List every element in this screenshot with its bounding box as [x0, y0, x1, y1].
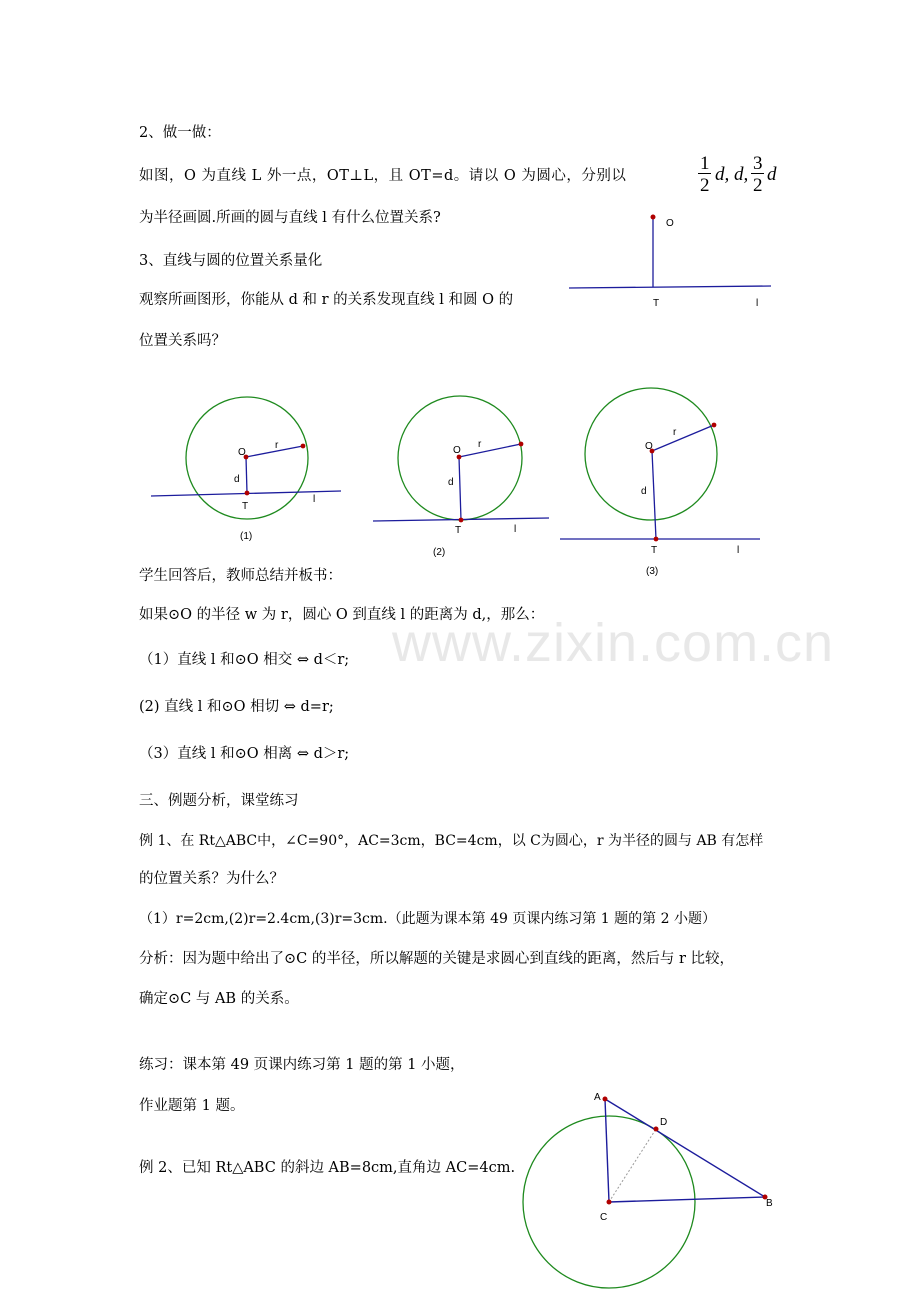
analysis-line-2: 确定⊙C 与 AB 的关系。 — [139, 991, 299, 1007]
label-d: d — [641, 486, 647, 497]
label-o: O — [645, 441, 653, 452]
point-c — [607, 1200, 612, 1205]
point-r — [301, 444, 306, 449]
point-r — [712, 423, 717, 428]
relation-intersect: （1）直线 l 和⊙O 相交 ⇔ d＜r; — [139, 652, 350, 668]
intro-line-1: 如图，O 为直线 L 外一点，OT⊥L，且 OT=d。请以 O 为圆心，分别以 — [139, 168, 627, 184]
point-a — [603, 1097, 608, 1102]
circle-figure-1 — [140, 395, 360, 550]
example1-line-3: （1）r=2cm,(2)r=2.4cm,(3)r=3cm.（此题为课本第 49 页课内练习第 1 题的第 2 小题） — [139, 911, 716, 927]
label-r: r — [673, 427, 677, 438]
label-o: O — [666, 218, 674, 229]
point-r — [519, 442, 524, 447]
heading-examples: 三、例题分析，课堂练习 — [139, 793, 299, 809]
label-d: d — [234, 474, 240, 485]
point-t — [245, 491, 250, 496]
label-b: B — [766, 1198, 773, 1209]
frac-bar-1 — [698, 173, 711, 174]
example2-line: 例 2、已知 Rt△ABC 的斜边 AB=8cm,直角边 AC=4cm. — [139, 1160, 516, 1176]
label-l: l — [756, 298, 759, 309]
practice-line-2: 作业题第 1 题。 — [139, 1098, 245, 1114]
label-t: T — [651, 545, 658, 556]
point-t — [654, 537, 659, 542]
label-l: l — [514, 524, 517, 535]
label-r: r — [478, 439, 482, 450]
label-d: D — [660, 1117, 668, 1128]
label-o: O — [453, 445, 461, 456]
label-l: l — [737, 545, 740, 556]
caption: (3) — [646, 566, 659, 577]
segment-ac — [605, 1099, 609, 1202]
label-d: d — [448, 477, 454, 488]
label-t: T — [455, 525, 462, 536]
perpendicular-figure — [560, 205, 780, 315]
caption: (1) — [240, 531, 253, 542]
label-c: C — [600, 1212, 608, 1223]
intro-line-2: 为半径画圆.所画的圆与直线 l 有什么位置关系? — [139, 210, 441, 226]
heading-quantify: 3、直线与圆的位置关系量化 — [139, 253, 323, 269]
circle-o — [585, 388, 717, 520]
circle-figure-2 — [365, 390, 565, 560]
point-t — [459, 518, 464, 523]
distance-d — [652, 451, 656, 539]
triangle-figure — [515, 1085, 790, 1302]
relation-tangent: (2) 直线 l 和⊙O 相切 ⇔ d=r; — [139, 699, 334, 715]
observe-line-1: 观察所画图形，你能从 d 和 r 的关系发现直线 l 和圆 O 的 — [139, 292, 514, 308]
frac-tail-a: d, d, — [715, 164, 749, 185]
summary-line: 学生回答后，教师总结并板书： — [139, 568, 342, 584]
relation-separate: （3）直线 l 和⊙O 相离 ⇔ d＞r; — [139, 746, 350, 762]
frac-tail-b: d — [767, 164, 777, 185]
label-r: r — [275, 440, 279, 451]
frac-denominator-1: 2 — [700, 175, 710, 196]
distance-d — [459, 457, 461, 520]
caption: (2) — [433, 547, 446, 558]
label-l: l — [313, 494, 316, 505]
segment-cd — [609, 1129, 656, 1202]
segment-cb — [609, 1197, 765, 1202]
if-line: 如果⊙O 的半径 w 为 r，圆心 O 到直线 l 的距离为 d,，那么： — [139, 607, 545, 623]
point-d — [654, 1127, 659, 1132]
frac-denominator-2: 2 — [753, 175, 763, 196]
practice-line-1: 练习：课本第 49 页课内练习第 1 题的第 1 小题， — [139, 1057, 465, 1073]
frac-bar-2 — [751, 173, 764, 174]
frac-numerator-1: 1 — [700, 153, 710, 174]
line-l — [569, 286, 771, 288]
distance-d — [246, 457, 247, 493]
heading-do: 2、做一做： — [139, 125, 221, 141]
label-t: T — [242, 501, 249, 512]
circle-figure-3 — [555, 382, 775, 577]
example1-line-2: 的位置关系？为什么？ — [139, 871, 284, 887]
radius-r — [652, 425, 714, 451]
label-t: T — [653, 298, 660, 309]
radius-r — [459, 444, 521, 457]
frac-numerator-2: 3 — [753, 153, 763, 174]
label-o: O — [238, 447, 246, 458]
analysis-line-1: 分析：因为题中给出了⊙C 的半径，所以解题的关键是求圆心到直线的距离，然后与 r 比较， — [139, 951, 734, 967]
example1-line-1: 例 1、在 Rt△ABC中，∠C=90°，AC=3cm，BC=4cm，以 C为圆心，r 为半径的圆与 AB 有怎样 — [139, 833, 764, 849]
segment-ab — [605, 1099, 765, 1197]
observe-line-2: 位置关系吗？ — [139, 333, 226, 349]
watermark: www.zixin.com.cn — [392, 613, 835, 673]
label-a: A — [594, 1092, 601, 1103]
point-o — [651, 215, 656, 220]
